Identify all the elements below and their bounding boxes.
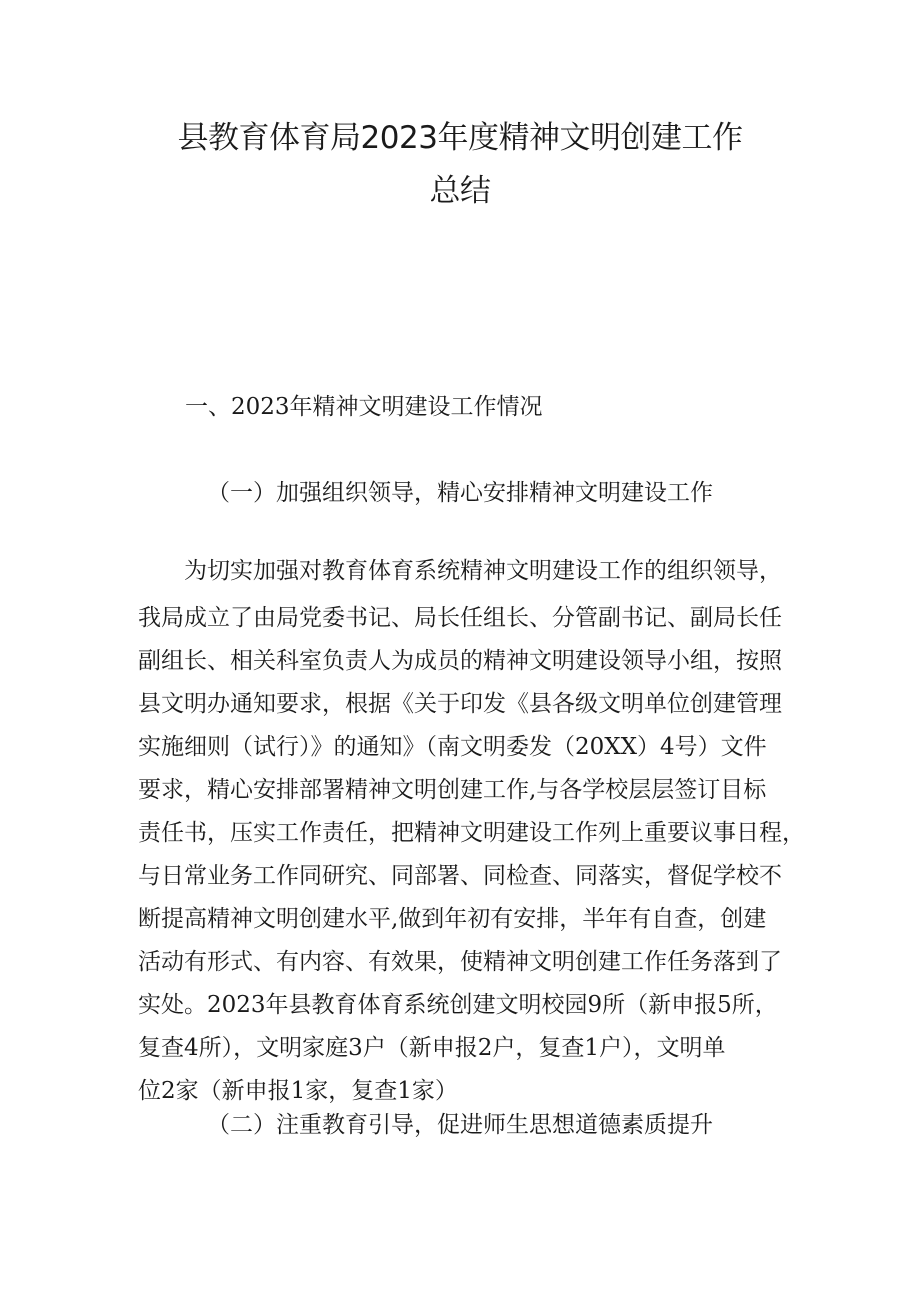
paragraph-line: 断提高精神文明创建水平,做到年初有安排，半年有自查，创建: [138, 906, 767, 932]
subsection-heading-2: （二）注重教育引导，促进师生思想道德素质提升: [207, 1112, 713, 1138]
document-title-line-2: 总结: [429, 173, 491, 209]
paragraph-line: 为切实加强对教育体育系统精神文明建设工作的组织领导，: [184, 558, 782, 584]
paragraph-line: 要求，精心安排部署精神文明创建工作,与各学校层层签订目标: [138, 777, 767, 803]
paragraph-line: 活动有形式、有内容、有效果，使精神文明创建工作任务落到了: [138, 949, 782, 975]
paragraph-line: 复查4所），文明家庭3户（新申报2户，复查1户），文明单: [138, 1035, 726, 1061]
section-heading-1: 一、2023年精神文明建设工作情况: [185, 394, 543, 420]
paragraph-line: 位2家（新申报1家，复查1家）: [138, 1078, 458, 1104]
document-title-line-1: 县教育体育局2023年度精神文明创建工作: [177, 120, 743, 156]
paragraph-line: 我局成立了由局党委书记、局长任组长、分管副书记、副局长任: [138, 605, 782, 631]
paragraph-line: 责任书，压实工作责任，把精神文明建设工作列上重要议事日程，: [138, 820, 805, 846]
subsection-heading-1: （一）加强组织领导，精心安排精神文明建设工作: [207, 480, 713, 506]
paragraph-line: 县文明办通知要求，根据《关于印发《县各级文明单位创建管理: [138, 691, 782, 717]
paragraph-line: 实施细则（试行）》的通知》（南文明委发（20XX）4号）文件: [138, 734, 767, 760]
paragraph-line: 实处。2023年县教育体育系统创建文明校园9所（新申报5所，: [138, 992, 778, 1018]
paragraph-line: 与日常业务工作同研究、同部署、同检查、同落实，督促学校不: [138, 863, 782, 889]
paragraph-line: 副组长、相关科室负责人为成员的精神文明建设领导小组，按照: [138, 648, 782, 674]
